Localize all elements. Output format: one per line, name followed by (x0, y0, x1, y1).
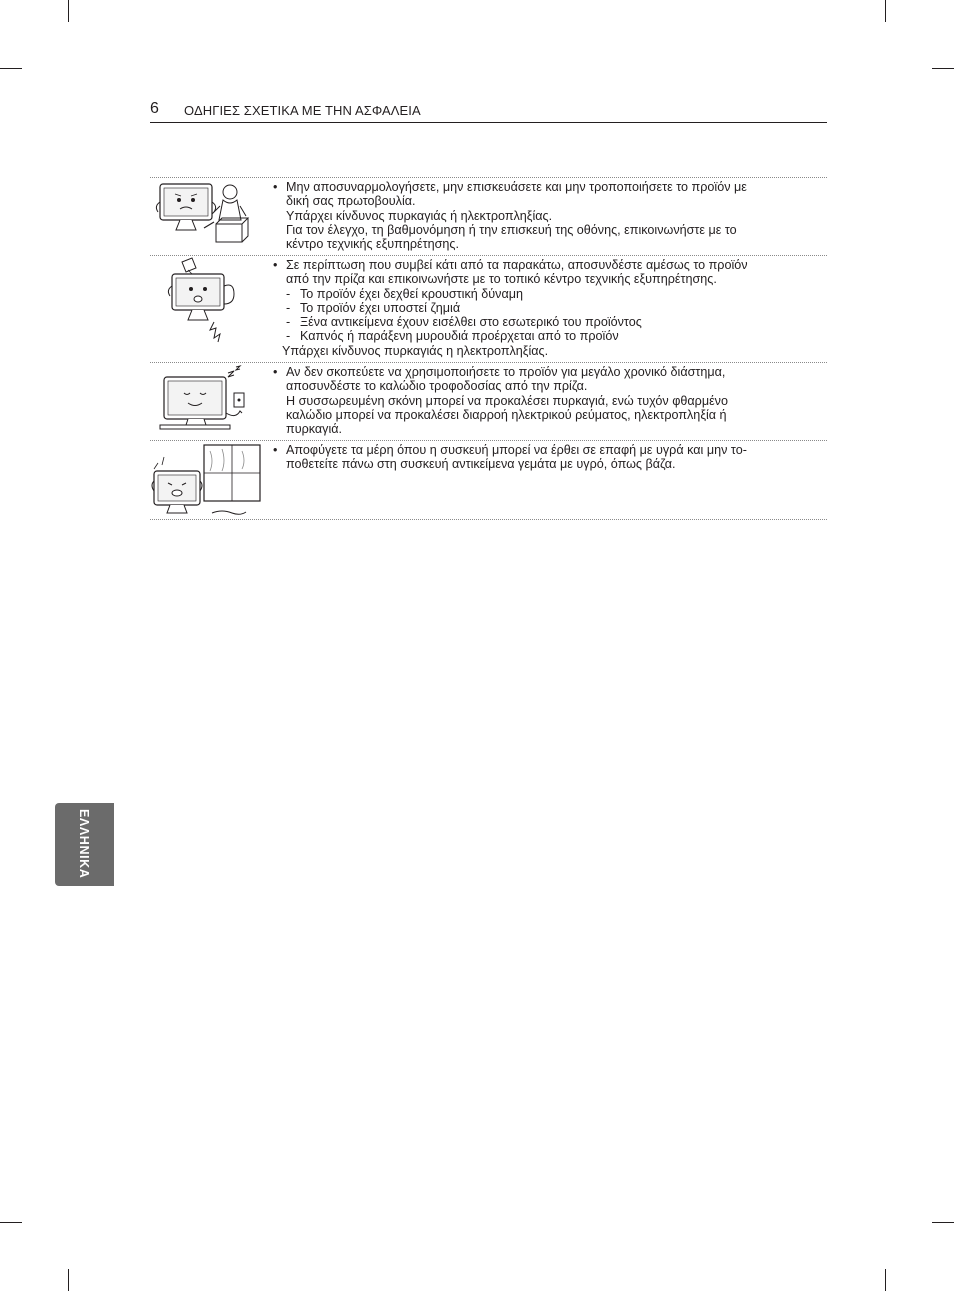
bullet-icon: • (273, 258, 278, 272)
list-item: Αποφύγετε τα μέρη όπου η συσκευή μπορεί να έρθει σε επαφή με υγρά και μην το- (286, 443, 747, 457)
page-header (150, 100, 827, 123)
list-item: Η συσσωρευμένη σκόνη μπορεί να προκαλέσει πυρκαγιά, ενώ τυχόν φθαρμένο (286, 393, 728, 408)
warning-text: Υπάρχει κίνδυνος πυρκαγιάς η ηλεκτροπληξίας. (282, 343, 549, 358)
list-item: πυρκαγιά. (286, 422, 343, 437)
crop-mark (0, 68, 22, 69)
list-item: από την πρίζα και επικοινωνήστε με το τοπικό κέντρο τεχνικής εξυπηρέτησης. (286, 272, 717, 287)
list-item: Αν δεν σκοπεύετε να χρησιμοποιήσετε το προϊόν για μεγάλο χρονικό διάστημα, (286, 365, 726, 379)
sub-item: Καπνός ή παράξενη μυρουδιά προέρχεται από το προϊόν (300, 329, 619, 344)
safety-row (150, 362, 827, 440)
crop-mark (932, 1222, 954, 1223)
list-item: Υπάρχει κίνδυνος πυρκαγιάς ή ηλεκτροπληξίας. (286, 208, 553, 223)
sub-item: Ξένα αντικείμενα έχουν εισέλθει στο εσωτερικό του προϊόντος (300, 315, 642, 330)
list-item: Σε περίπτωση που συμβεί κάτι από τα παρακάτω, αποσυνδέστε αμέσως το προϊόν (286, 258, 748, 272)
tv-sleeping-unplugged-icon (150, 363, 262, 439)
safety-table (150, 177, 827, 520)
list-item: κέντρο τεχνικής εξυπηρέτησης. (286, 237, 459, 252)
sub-item: Το προϊόν έχει δεχθεί κρουστική δύναμη (300, 286, 523, 301)
safety-row (150, 177, 827, 255)
tv-damage-icon (150, 256, 262, 360)
list-item: ποθετείτε πάνω στη συσκευή αντικείμενα γεμάτα με υγρό, όπως βάζα. (286, 457, 676, 472)
dash-icon: - (286, 329, 291, 344)
list-item: αποσυνδέστε το καλώδιο τροφοδοσίας από την πρίζα. (286, 379, 588, 394)
crop-mark (68, 1269, 69, 1291)
tv-repair-icon (150, 178, 262, 254)
crop-mark (885, 0, 886, 22)
tv-liquid-icon (150, 441, 262, 519)
sub-item: Το προϊόν έχει υποστεί ζημιά (300, 300, 461, 315)
page-number: 6 (150, 100, 159, 117)
list-item: καλώδιο μπορεί να προκαλέσει διαρροή ηλεκτρικού ρεύματος, ηλεκτροπληξία ή (286, 407, 727, 422)
crop-mark (68, 0, 69, 22)
safety-row (150, 255, 827, 362)
bullet-icon: • (273, 443, 278, 457)
crop-mark (932, 68, 954, 69)
safety-row (150, 440, 827, 520)
dash-icon: - (286, 315, 291, 330)
list-item: Για τον έλεγχο, τη βαθμονόμηση ή την επισκευή της οθόνης, επικοινωνήστε με το (286, 222, 737, 237)
language-tab (55, 803, 114, 886)
page-title: ΟΔΗΓΙΕΣ ΣΧΕΤΙΚΑ ΜΕ ΤΗΝ ΑΣΦΑΛΕΙΑ (184, 103, 421, 118)
list-item: Μην αποσυναρμολογήσετε, μην επισκευάσετε και μην τροποποιήσετε το προϊόν με (286, 180, 747, 194)
list-item: δική σας πρωτοβουλία. (286, 194, 416, 209)
bullet-icon: • (273, 180, 278, 194)
language-tab-label: ΕΛΛΗΝΙΚΑ (77, 809, 91, 879)
dash-icon: - (286, 300, 291, 315)
crop-mark (885, 1269, 886, 1291)
dash-icon: - (286, 286, 291, 301)
bullet-icon: • (273, 365, 278, 379)
crop-mark (0, 1222, 22, 1223)
